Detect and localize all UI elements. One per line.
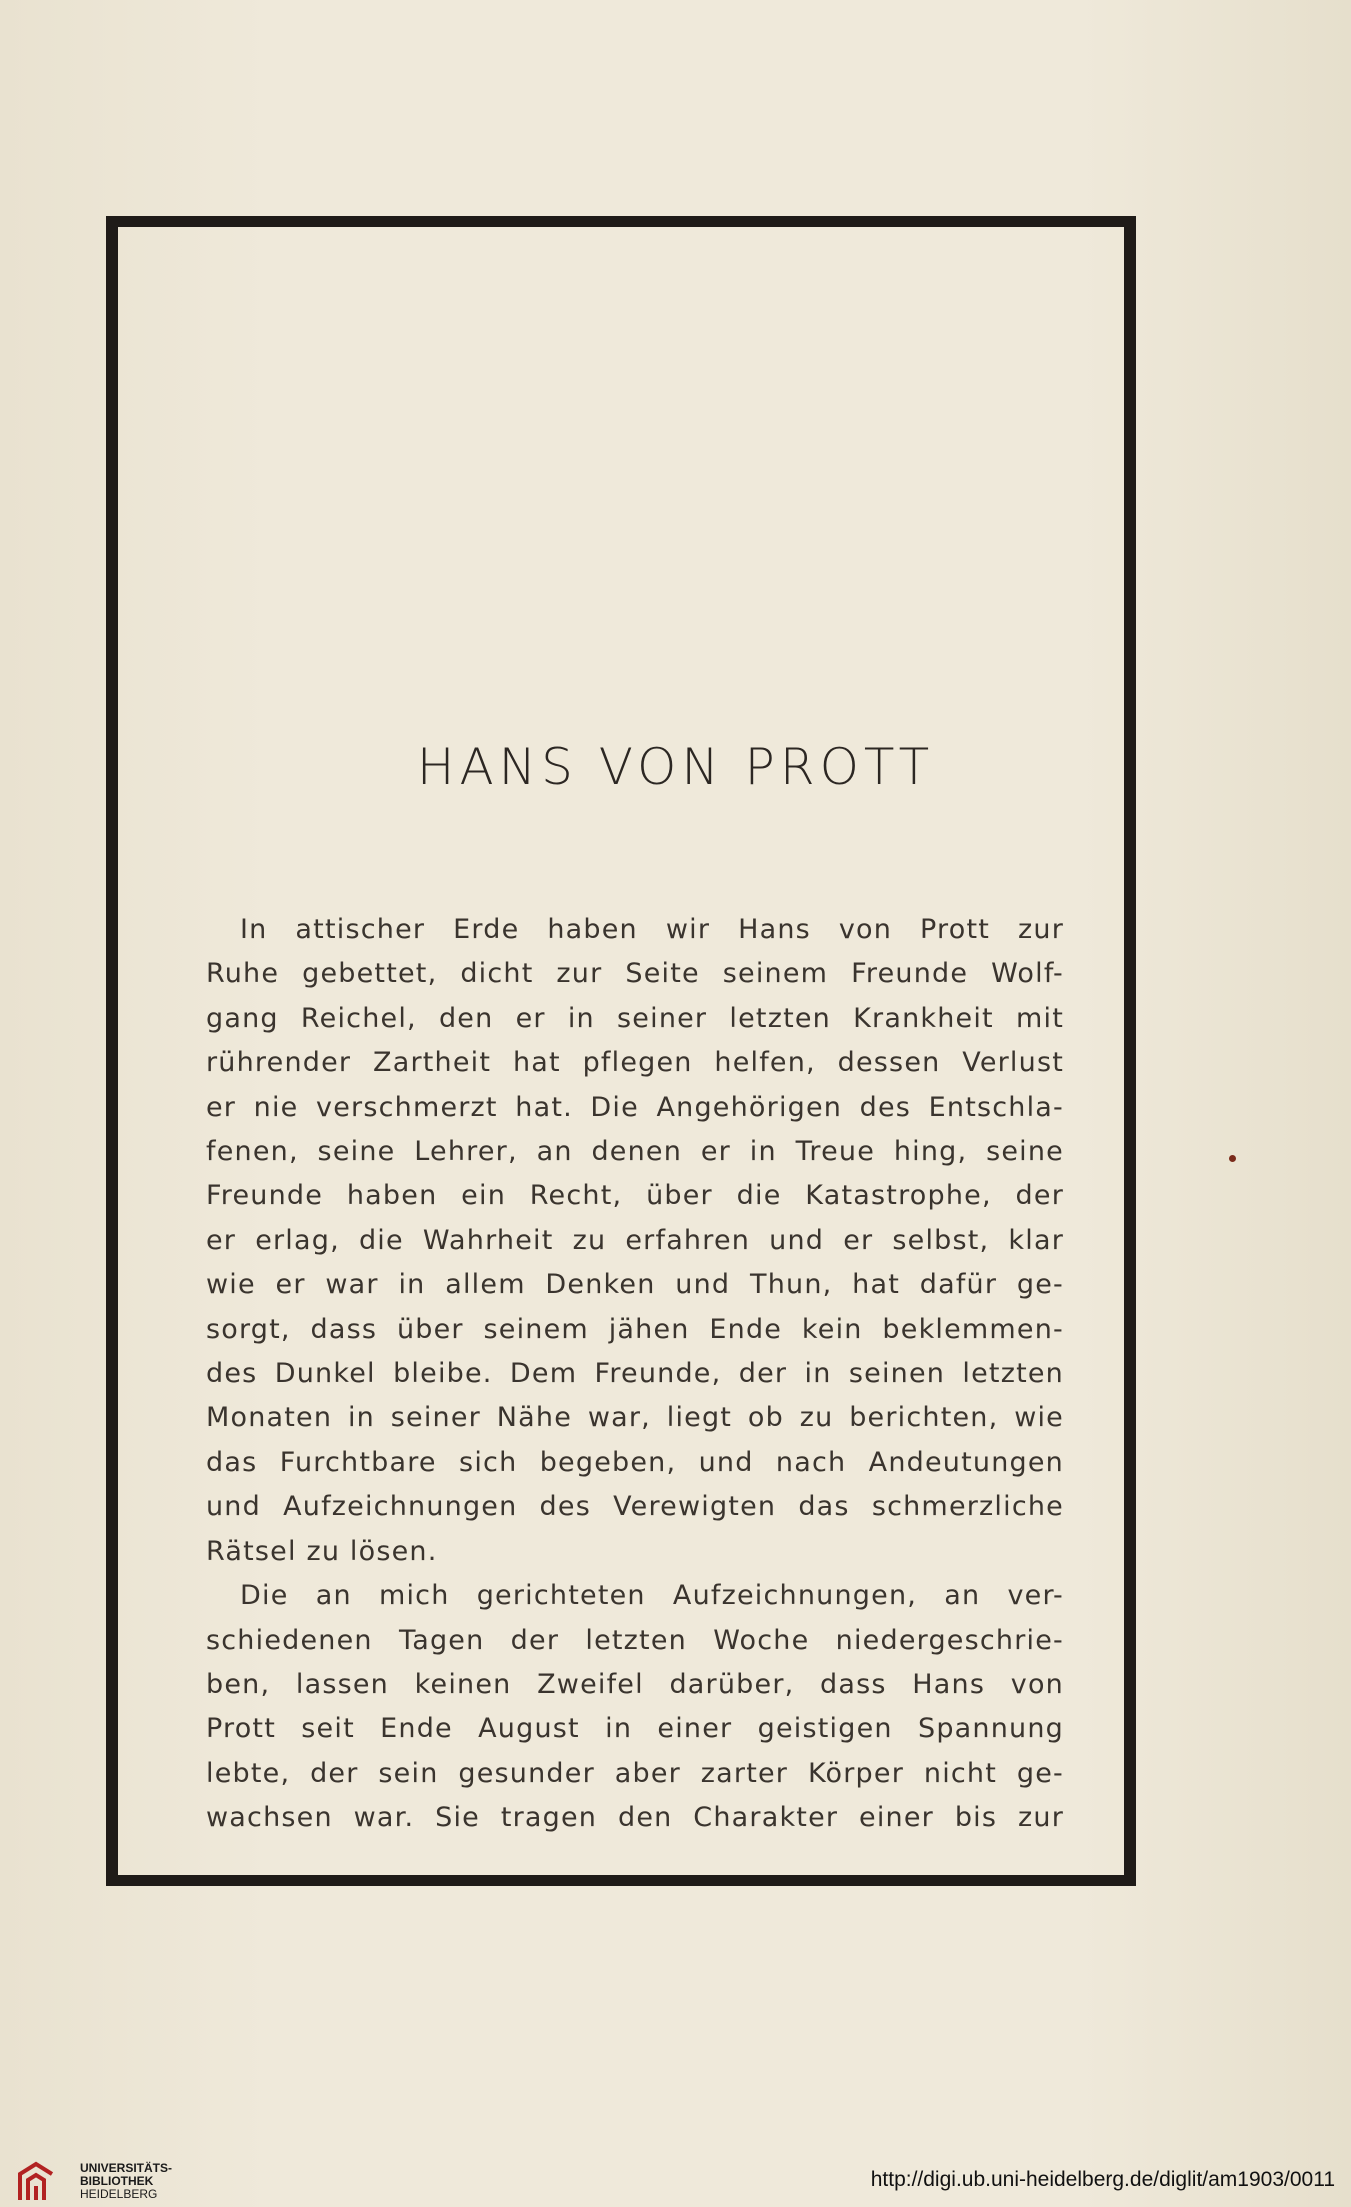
viewer-footer [0, 2140, 1351, 2207]
text-line: ben, lassen keinen Zweifel darüber, dass Hans von [206, 1668, 1064, 1700]
body-text [206, 908, 1064, 1841]
library-name-line: UNIVERSITÄTS- [80, 2161, 173, 2175]
text-line: lebte, der sein gesunder aber zarter Körper nicht ge- [206, 1757, 1064, 1789]
library-logo-icon [16, 2160, 58, 2204]
text-line: des Dunkel bleibe. Dem Freunde, der in seinen letzten [206, 1358, 1064, 1390]
text-line: Freunde haben ein Recht, über die Katastrophe, der [206, 1180, 1064, 1212]
text-line: Die an mich gerichteten Aufzeichnungen, an ver- [240, 1580, 1064, 1612]
library-name-line: BIBLIOTHEK [80, 2174, 154, 2188]
text-line: schiedenen Tagen der letzten Woche niedergeschrie- [206, 1624, 1064, 1656]
permalink-url[interactable]: http://digi.ub.uni-heidelberg.de/diglit/am1903/0011 [870, 2168, 1335, 2191]
text-line: Rätsel zu lösen. [206, 1535, 438, 1567]
library-name-line: HEIDELBERG [80, 2187, 158, 2201]
margin-ink-dot [1229, 1155, 1236, 1162]
text-line: wachsen war. Sie tragen den Charakter einer bis zur [206, 1802, 1064, 1834]
text-line: er nie verschmerzt hat. Die Angehörigen des Entschla- [206, 1091, 1064, 1123]
text-line: Monaten in seiner Nähe war, liegt ob zu berichten, wie [206, 1402, 1064, 1434]
page-title: HANS VON PROTT [416, 738, 935, 796]
text-line: er erlag, die Wahrheit zu erfahren und er selbst, klar [206, 1224, 1064, 1256]
paragraph-1 [206, 908, 1064, 1574]
text-line: gang Reichel, den er in seiner letzten Krankheit mit [206, 1002, 1064, 1034]
text-line: das Furchtbare sich begeben, und nach Andeutungen [206, 1446, 1064, 1478]
text-line: und Aufzeichnungen des Verewigten das schmerzliche [206, 1491, 1064, 1523]
text-line: In attischer Erde haben wir Hans von Prott zur [240, 914, 1064, 945]
text-line: fenen, seine Lehrer, an denen er in Treue hing, seine [206, 1136, 1064, 1168]
text-line: rührender Zartheit hat pflegen helfen, dessen Verlust [206, 1047, 1064, 1079]
text-line: Ruhe gebettet, dicht zur Seite seinem Freunde Wolf- [206, 958, 1064, 990]
paragraph-2 [206, 1574, 1064, 1840]
library-name [80, 2162, 172, 2201]
text-line: Prott seit Ende August in einer geistigen Spannung [206, 1713, 1064, 1745]
text-line: wie er war in allem Denken und Thun, hat dafür ge- [206, 1269, 1064, 1301]
text-line: sorgt, dass über seinem jähen Ende kein beklemmen- [206, 1313, 1064, 1345]
